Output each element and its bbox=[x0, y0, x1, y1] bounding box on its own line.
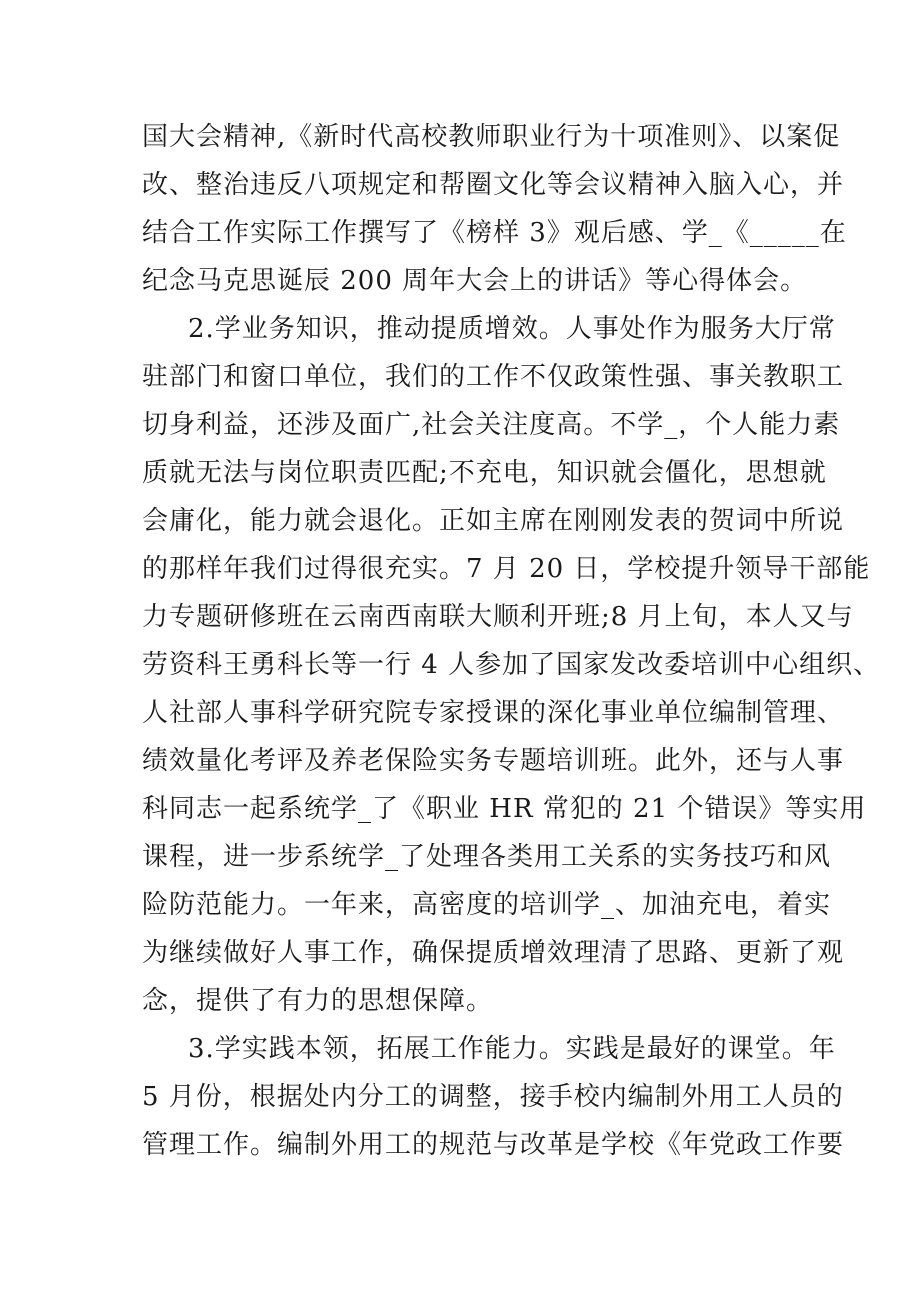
text-line: 结合工作实际工作撰写了《榜样 3》观后感、学_《_____在 bbox=[142, 218, 847, 248]
text-line: 绩效量化考评及养老保险实务专题培训班。此外，还与人事 bbox=[142, 746, 845, 776]
text-line: 5 月份，根据处内分工的调整，接手校内编制外用工人员的 bbox=[142, 1082, 844, 1112]
text-line: 质就无法与岗位职责匹配;不充电，知识就会僵化，思想就 bbox=[142, 458, 827, 488]
text-line: 国大会精神,《新时代高校教师职业行为十项准则》、以案促 bbox=[142, 122, 841, 152]
text-line: 管理工作。编制外用工的规范与改革是学校《年党政工作要 bbox=[142, 1130, 845, 1160]
text-line: 课程，进一步系统学_了处理各类用工关系的实务技巧和风 bbox=[142, 842, 832, 872]
text-line: 纪念马克思诞辰 200 周年大会上的讲话》等心得体会。 bbox=[142, 266, 808, 296]
text-line: 的那样年我们过得很充实。7 月 20 日，学校提升领导干部能 bbox=[142, 554, 871, 584]
text-line: 劳资科王勇科长等一行 4 人参加了国家发改委培训中心组织、 bbox=[142, 650, 881, 680]
text-line: 驻部门和窗口单位，我们的工作不仅政策性强、事关教职工 bbox=[142, 362, 845, 392]
text-line: 念，提供了有力的思想保障。 bbox=[142, 986, 494, 1016]
text-line: 险防范能力。一年来，高密度的培训学_、加油充电，着实 bbox=[142, 890, 832, 920]
text-line: 2.学业务知识，推动提质增效。人事处作为服务大厅常 bbox=[188, 314, 836, 344]
text-line: 3.学实践本领，拓展工作能力。实践是最好的课堂。年 bbox=[188, 1034, 836, 1064]
text-line: 会庸化，能力就会退化。正如主席在刚刚发表的贺词中所说 bbox=[142, 506, 845, 536]
text-line: 为继续做好人事工作，确保提质增效理清了思路、更新了观 bbox=[142, 938, 845, 968]
text-line: 科同志一起系统学_了《职业 HR 常犯的 21 个错误》等实用 bbox=[142, 794, 867, 824]
text-line: 改、整治违反八项规定和帮圈文化等会议精神入脑入心，并 bbox=[142, 170, 845, 200]
text-line: 力专题研修班在云南西南联大顺利开班;8 月上旬，本人又与 bbox=[142, 602, 854, 632]
text-line: 人社部人事科学研究院专家授课的深化事业单位编制管理、 bbox=[142, 698, 845, 728]
text-line: 切身利益，还涉及面广,社会关注度高。不学_，个人能力素 bbox=[142, 410, 841, 440]
